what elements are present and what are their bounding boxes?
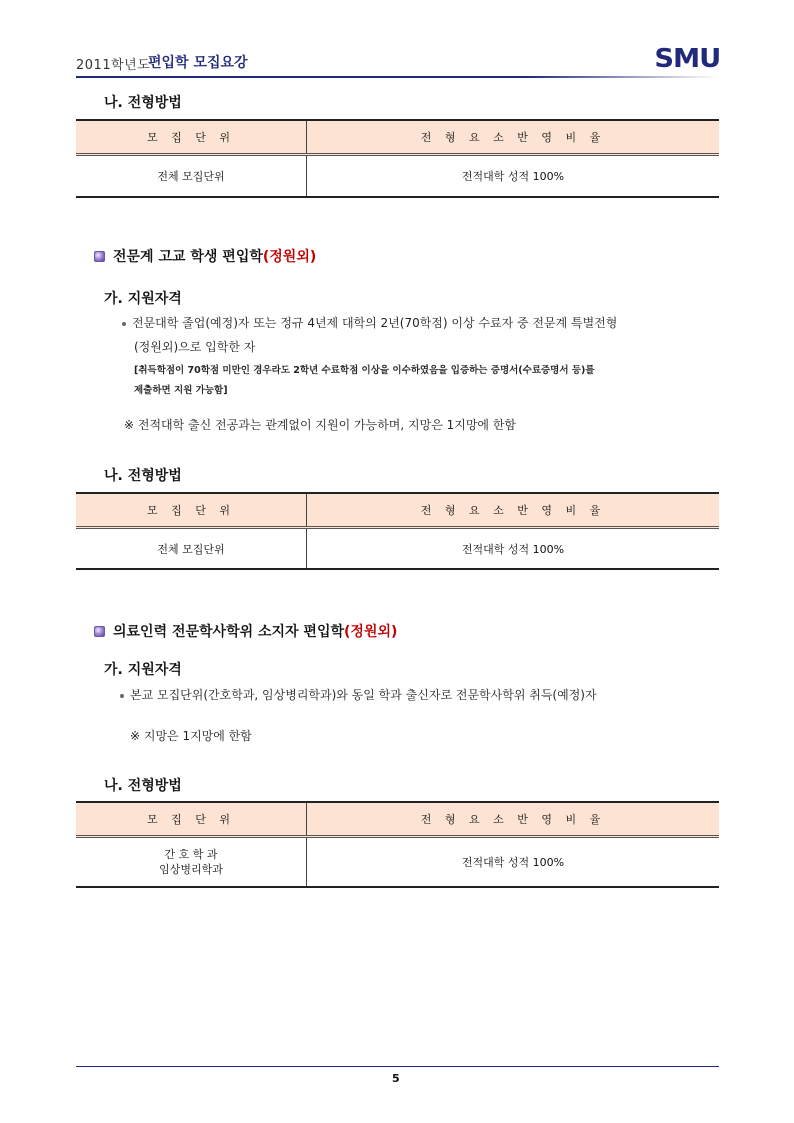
header-ratio: 전 형 요 소 반 영 비 율	[307, 802, 720, 837]
section-bullet-icon	[94, 626, 105, 637]
section1-title-text: 전문계 고교 학생 편입학	[113, 249, 263, 265]
section1-bullet-line1: 전문대학 졸업(예정)자 또는 정규 4년제 대학의 2년(70학점) 이상 수료자 중 전문계 특별전형	[132, 316, 618, 330]
header-title: 편입학 모집요강	[148, 55, 248, 71]
section1-bullet-line2: (정원외)으로 입학한 자	[134, 340, 256, 354]
header-ratio: 전 형 요 소 반 영 비 율	[307, 120, 720, 155]
section0-method-heading: 나. 전형방법	[104, 95, 182, 111]
section1-title-paren: (정원외)	[262, 249, 317, 265]
table-row	[76, 155, 719, 198]
section1-bullet	[122, 314, 617, 331]
section0-table	[76, 119, 719, 198]
cell-unit	[76, 837, 307, 888]
smu-logo: SMU	[654, 44, 721, 74]
header-rule	[76, 76, 719, 78]
section2-eligibility-heading: 가. 지원자격	[104, 662, 182, 678]
section1-eligibility-heading: 가. 지원자격	[104, 291, 182, 307]
section2-title-text: 의료인력 전문학사학위 소지자 편입학	[113, 624, 345, 640]
page-header	[76, 44, 721, 76]
header-ratio: 전 형 요 소 반 영 비 율	[307, 493, 720, 528]
section1-method-heading: 나. 전형방법	[104, 468, 182, 484]
section1-small-line1: [취득학점이 70학점 미만인 경우라도 2학년 수료학점 이상을 이수하였음을 입증하는 증명서(수료증명서 등)를	[134, 365, 595, 376]
section2-title-paren: (정원외)	[344, 624, 398, 640]
cell-unit-line1: 간 호 학 과	[164, 848, 218, 861]
table-row	[76, 528, 719, 570]
cell-ratio: 전적대학 성적 100%	[307, 528, 720, 570]
section2-note: ※ 지망은 1지망에 한함	[130, 729, 252, 743]
cell-ratio: 전적대학 성적 100%	[307, 155, 720, 198]
cell-ratio: 전적대학 성적 100%	[307, 837, 720, 888]
table-header-row	[76, 802, 719, 837]
footer-rule	[76, 1066, 719, 1067]
page-number: 5	[392, 1072, 400, 1085]
bullet-dot-icon	[122, 322, 126, 326]
section2-table	[76, 801, 719, 888]
header-unit: 모 집 단 위	[76, 802, 307, 837]
table-header-row	[76, 493, 719, 528]
section1-title	[94, 246, 316, 266]
section2-bullet	[120, 686, 597, 703]
section1-note: ※ 전적대학 출신 전공과는 관계없이 지원이 가능하며, 지망은 1지망에 한함	[124, 418, 517, 432]
header-unit: 모 집 단 위	[76, 120, 307, 155]
cell-unit-line2: 임상병리학과	[159, 863, 223, 876]
table-row	[76, 837, 719, 888]
section2-title	[94, 621, 397, 641]
bullet-dot-icon	[120, 694, 124, 698]
section1-table	[76, 492, 719, 570]
section1-small-line2: 제출하면 지원 가능함]	[134, 385, 228, 396]
section-bullet-icon	[94, 251, 105, 262]
table-header-row	[76, 120, 719, 155]
header-year: 2011학년도	[76, 58, 151, 73]
section2-method-heading: 나. 전형방법	[104, 778, 182, 794]
section2-bullet-line1: 본교 모집단위(간호학과, 임상병리학과)와 동일 학과 출신자로 전문학사학위 취득(예정)자	[130, 688, 597, 702]
cell-unit: 전체 모집단위	[76, 155, 307, 198]
cell-unit: 전체 모집단위	[76, 528, 307, 570]
header-unit: 모 집 단 위	[76, 493, 307, 528]
